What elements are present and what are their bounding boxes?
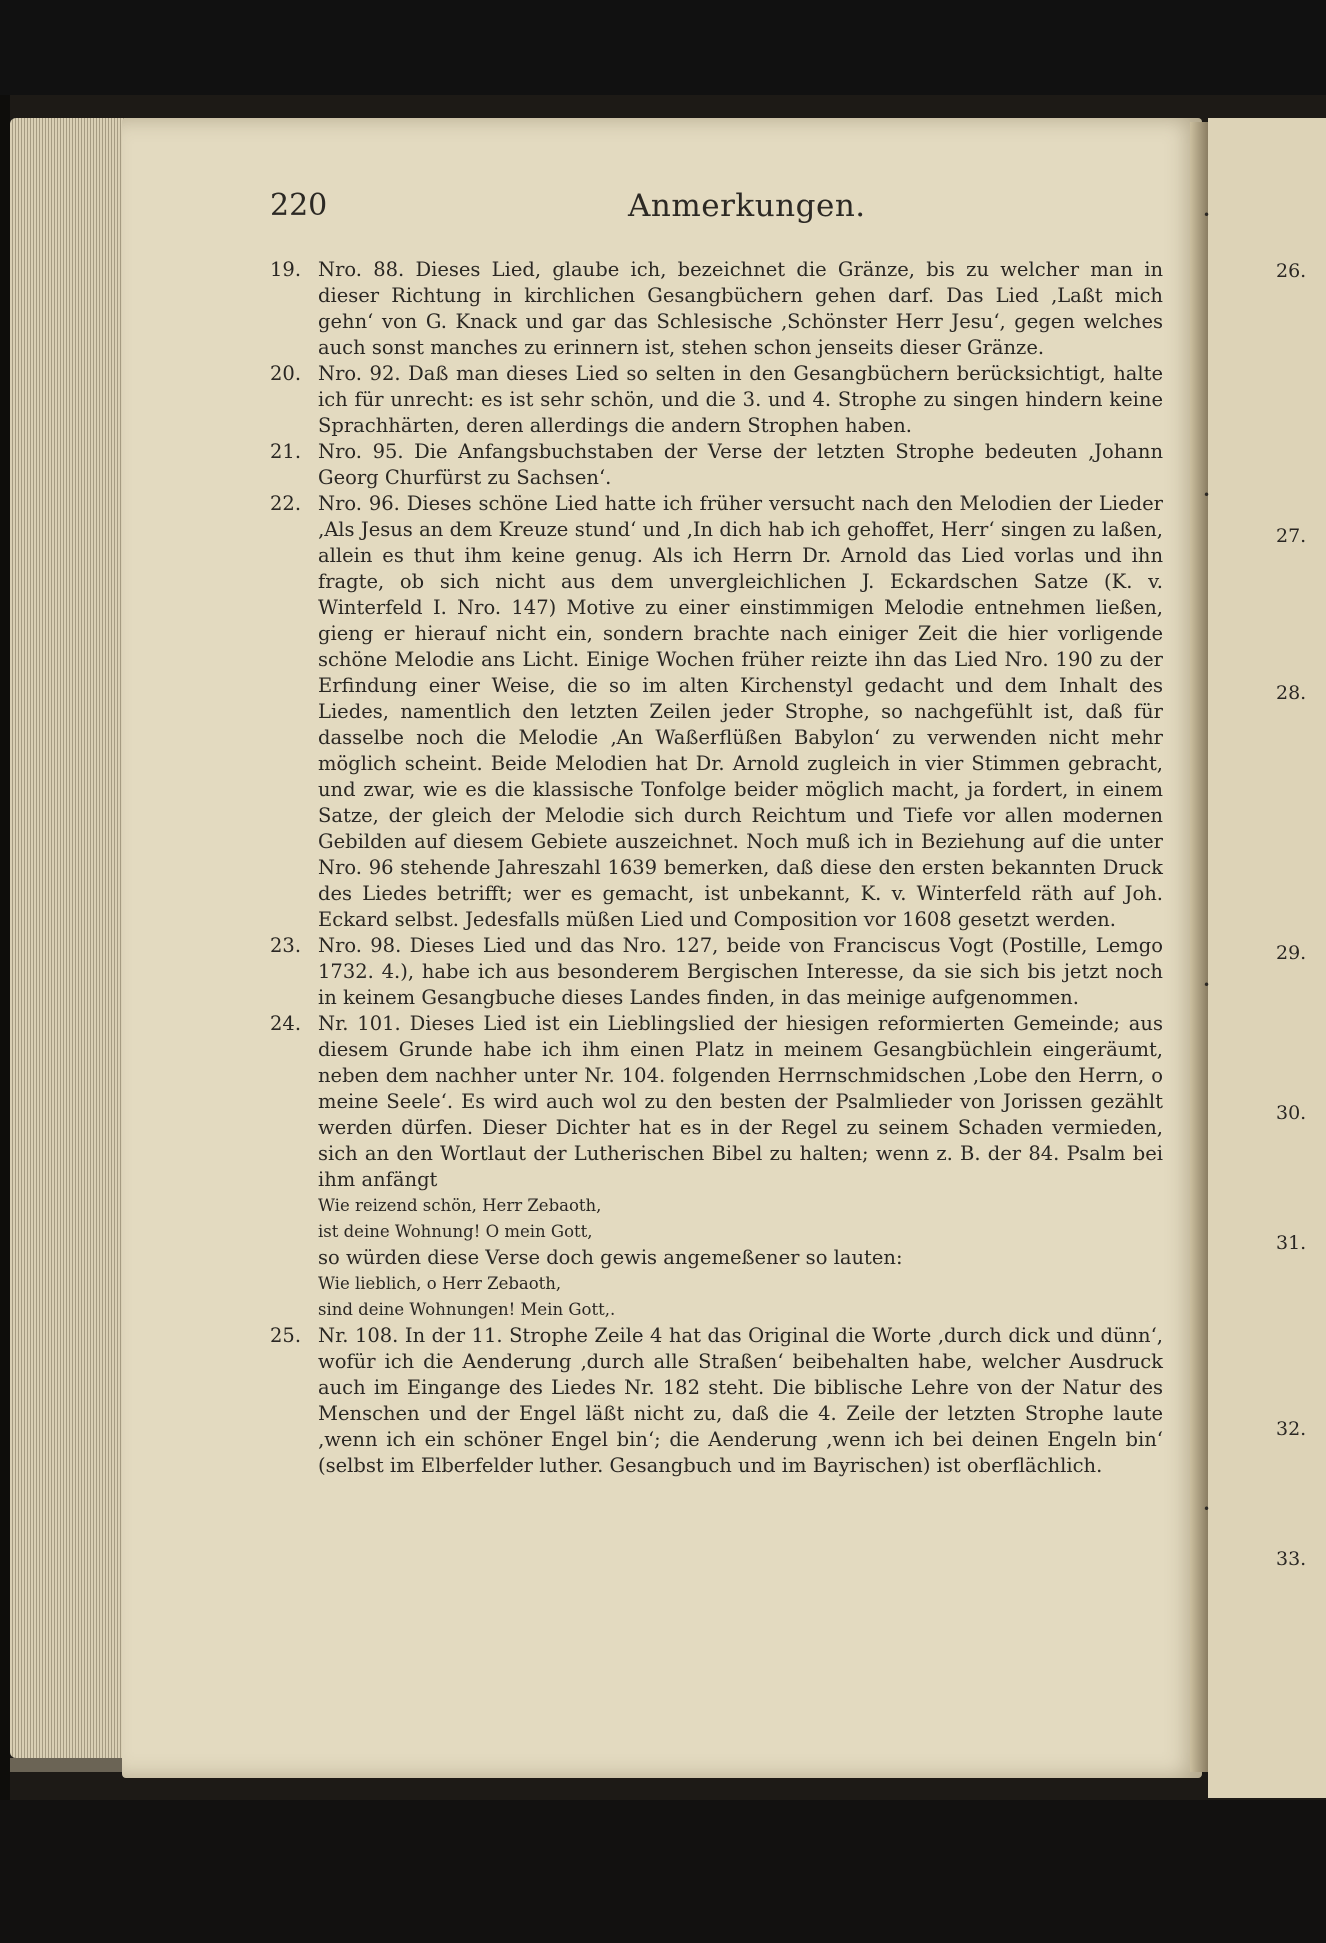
top-background bbox=[0, 0, 1326, 95]
note-19 bbox=[270, 257, 1163, 361]
note-23 bbox=[270, 933, 1163, 1011]
right-page-number: 27. bbox=[1276, 525, 1307, 547]
note-number: 21. bbox=[270, 440, 302, 463]
page-title: Anmerkungen. bbox=[628, 188, 866, 224]
note-text: Nro. 98. Dieses Lied und das Nro. 127, beide von Franciscus Vogt (Postille, Lemgo 1732. 4.), habe ich aus besonderem Bergischen Interesse, da sie sich bis jetzt noch in keinem Gesangbuche dieses Landes finden, in das meinige aufgenommen. bbox=[318, 934, 1163, 1009]
margin-mark: • bbox=[1203, 208, 1211, 222]
margin-mark: • bbox=[1203, 978, 1211, 992]
note-24 bbox=[270, 1011, 1163, 1323]
page-edges bbox=[10, 118, 138, 1758]
note-21 bbox=[270, 439, 1163, 491]
margin-mark: • bbox=[1203, 1502, 1211, 1516]
note-number: 22. bbox=[270, 492, 302, 515]
note-number: 20. bbox=[270, 362, 302, 385]
note-text-continued: so würden diese Verse doch gewis angemeßener so lauten: bbox=[318, 1246, 903, 1269]
right-page-number: 30. bbox=[1276, 1102, 1307, 1124]
note-text: Nr. 108. In der 11. Strophe Zeile 4 hat das Original die Worte ‚durch dick und dünn‘, wofür ich die Aenderung ‚durch alle Straßen‘ beibehalten habe, welcher Ausdruck auch im Eingange des Liedes Nr. 182 steht. Die biblische Lehre von der Natur des Menschen und der Engel läßt nicht zu, daß die 4. Zeile der letzten Strophe laute ‚wenn ich ein schöner Engel bin‘; die Aenderung ‚wenn ich bei deinen Engeln bin‘ (selbst im Elberfelder luther. Gesangbuch und im Bayrischen) ist oberflächlich. bbox=[318, 1324, 1163, 1477]
note-text: Nro. 95. Die Anfangsbuchstaben der Verse der letzten Strophe bedeuten ‚Johann Georg Churfürst zu Sachsen‘. bbox=[318, 440, 1163, 489]
note-text: Nro. 96. Dieses schöne Lied hatte ich früher versucht nach den Melodien der Lieder ‚Als Jesus an dem Kreuze stund‘ und ‚In dich hab ich gehoffet, Herr‘ singen zu laßen, allein es thut ihm keine genug. Als ich Herrn Dr. Arnold das Lied vorlas und ihn fragte, ob sich nicht aus dem unvergleichlichen J. Eckardschen Satze (K. v. Winterfeld I. Nro. 147) Motive zu einer einstimmigen Melodie entnehmen ließen, gieng er hierauf nicht ein, sondern brachte nach einiger Zeit die hier vorligende schöne Melodie ans Licht. Einige Wochen früher reizte ihn das Lied Nro. 190 zu der Erfindung einer Weise, die so im alten Kirchenstyl gedacht und dem Inhalt des Liedes, namentlich den letzten Zeilen jeder Strophe, so nachgefühlt ist, daß für dasselbe noch die Melodie ‚An Waßerflüßen Babylon‘ zu verwenden nicht mehr möglich scheint. Beide Melodien hat Dr. Arnold zugleich in vier Stimmen gebracht, und zwar, wie es die klassische Tonfolge beider möglich macht, ja fordert, in einem Satze, der gleich der Melodie sich durch Reichtum und Tiefe vor allen modernen Gebilden auf diesem Gebiete auszeichnet. Noch muß ich in Beziehung auf die unter Nro. 96 stehende Jahreszahl 1639 bemerken, daß diese den ersten bekannten Druck des Liedes betrifft; wer es gemacht, ist unbekannt, K. v. Winterfeld räth auf Joh. Eckard selbst. Jedesfalls müßen Lied und Composition vor 1608 gesetzt werden. bbox=[318, 492, 1163, 931]
right-page-number: 26. bbox=[1276, 260, 1307, 282]
page-number: 220 bbox=[270, 188, 328, 223]
note-25 bbox=[270, 1323, 1163, 1479]
verse-line: Wie lieblich, o Herr Zebaoth, bbox=[318, 1274, 562, 1293]
verse-line: sind deine Wohnungen! Mein Gott,. bbox=[318, 1300, 616, 1319]
note-text: Nro. 92. Daß man dieses Lied so selten in den Gesangbüchern berücksichtigt, halte ich für unrecht: es ist sehr schön, und die 3. und 4. Strophe zu singen hindern keine Sprachhärten, deren allerdings die andern Strophen haben. bbox=[318, 362, 1163, 437]
bottom-background bbox=[0, 1800, 1326, 1943]
note-number: 24. bbox=[270, 1012, 302, 1035]
note-number: 23. bbox=[270, 934, 302, 957]
notes-body bbox=[270, 257, 1163, 1479]
note-text: Nro. 88. Dieses Lied, glaube ich, bezeichnet die Gränze, bis zu welcher man in dieser Richtung in kirchlichen Gesangbüchern gehen darf. Das Lied ‚Laßt mich gehn‘ von G. Knack und gar das Schlesische ‚Schönster Herr Jesu‘, gegen welches auch sonst manches zu erinnern ist, stehen schon jenseits dieser Gränze. bbox=[318, 258, 1163, 359]
note-22 bbox=[270, 491, 1163, 933]
right-page-fragment bbox=[1208, 118, 1326, 1798]
right-page-number: 33. bbox=[1276, 1548, 1307, 1570]
right-page-number: 29. bbox=[1276, 942, 1307, 964]
page-edges-bottom bbox=[10, 1758, 130, 1772]
margin-mark: • bbox=[1203, 488, 1211, 502]
note-20 bbox=[270, 361, 1163, 439]
right-page-number: 31. bbox=[1276, 1232, 1307, 1254]
right-page-number: 28. bbox=[1276, 682, 1307, 704]
verse-line: Wie reizend schön, Herr Zebaoth, bbox=[318, 1196, 602, 1215]
right-page-number: 32. bbox=[1276, 1418, 1307, 1440]
verse-line: ist deine Wohnung! O mein Gott, bbox=[318, 1222, 593, 1241]
page-gutter bbox=[1190, 122, 1211, 1772]
note-number: 19. bbox=[270, 258, 302, 281]
note-text: Nr. 101. Dieses Lied ist ein Lieblingslied der hiesigen reformierten Gemeinde; aus diesem Grunde habe ich ihm einen Platz in meinem Gesangbüchlein eingeräumt, neben dem nachher unter Nr. 104. folgenden Herrnschmidschen ‚Lobe den Herrn, o meine Seele‘. Es wird auch wol zu den besten der Psalmlieder von Jorissen gezählt werden dürfen. Dieser Dichter hat es in der Regel zu seinem Schaden vermieden, sich an den Wortlaut der Lutherischen Bibel zu halten; wenn z. B. der 84. Psalm bei ihm anfängt bbox=[318, 1012, 1163, 1191]
note-number: 25. bbox=[270, 1324, 302, 1347]
